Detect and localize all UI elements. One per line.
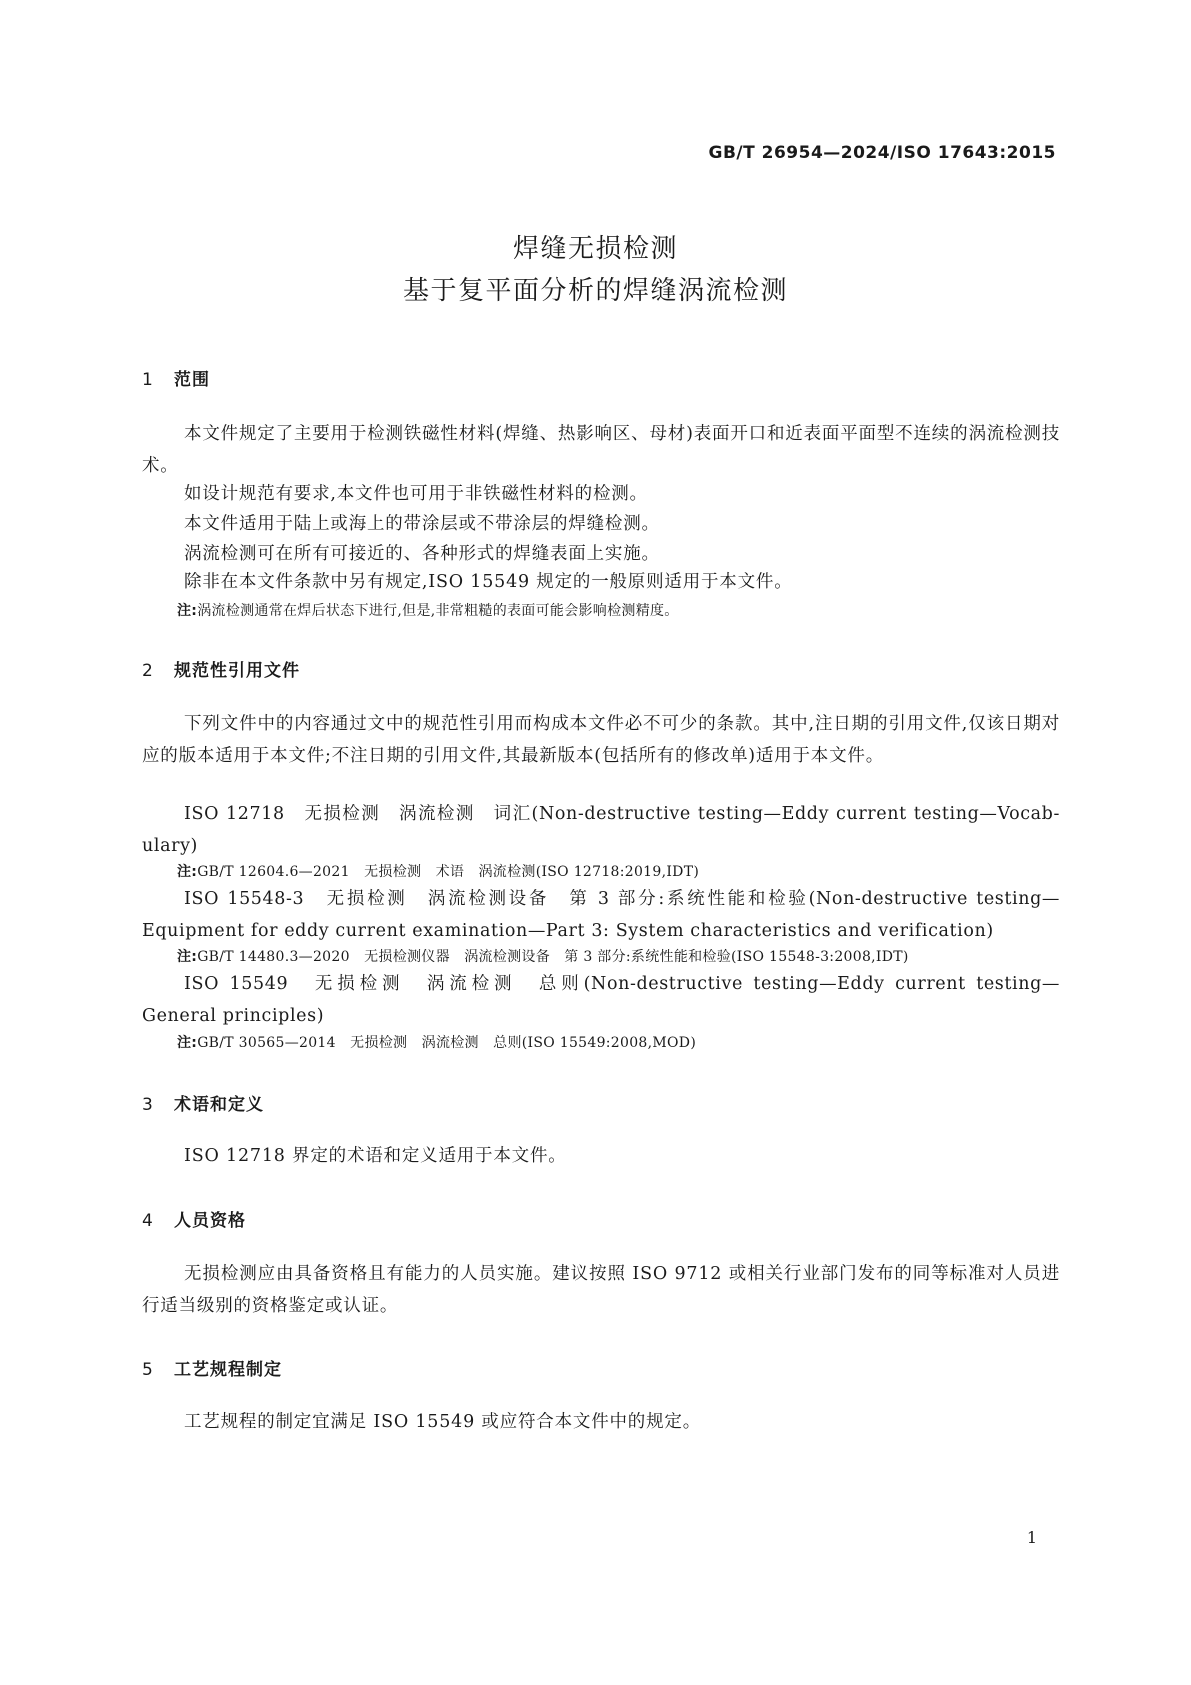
reference-line: Equipment for eddy current examination—Part 3: System characteristics and verification) [142,921,994,941]
section-4-heading [142,1206,246,1231]
section-title: 规范性引用文件 [174,661,300,681]
paragraph: 下列文件中的内容通过文中的规范性引用而构成本文件必不可少的条款。其中,注日期的引用文件,仅该日期对应的版本适用于本文件;不注日期的引用文件,其最新版本(包括所有的修改单)适用于本文件。 [142,714,1060,766]
note [177,861,1057,881]
paragraph: 本文件适用于陆上或海上的带涂层或不带涂层的焊缝检测。 [184,514,660,534]
reference-line: General principles) [142,1006,325,1026]
section-title: 术语和定义 [174,1095,264,1115]
note-label: 注: [177,1035,198,1051]
section-5-heading [142,1355,282,1380]
reference-line: ISO 15549 无损检测 涡流检测 总则(Non-destructive testing—Eddy current testing— [184,974,1060,994]
section-title: 工艺规程制定 [174,1360,282,1380]
page-number: 1 [1026,1528,1037,1547]
section-number: 5 [142,1360,154,1380]
note-label: 注: [177,603,198,619]
reference-entry [142,883,1060,947]
section-number: 3 [142,1095,154,1115]
note [177,600,1057,620]
note-text: 涡流检测通常在焊后状态下进行,但是,非常粗糙的表面可能会影响检测精度。 [197,603,679,619]
section-number: 1 [142,370,154,390]
section-2-heading [142,656,300,681]
note-label: 注: [177,949,198,965]
note-text: GB/T 30565—2014 无损检测 涡流检测 总则(ISO 15549:2008,MOD) [197,1035,697,1051]
section-3-heading [142,1090,264,1115]
note-label: 注: [177,864,198,880]
title-line-2: 基于复平面分析的焊缝涡流检测 [402,276,788,306]
section-number: 2 [142,661,154,681]
paragraph: 涡流检测可在所有可接近的、各种形式的焊缝表面上实施。 [184,544,660,564]
paragraph: 工艺规程的制定宜满足 ISO 15549 或应符合本文件中的规定。 [184,1412,702,1432]
note [177,946,1057,966]
title-line-1: 焊缝无损检测 [512,234,678,264]
section-title: 人员资格 [174,1211,246,1231]
note [177,1032,1057,1052]
section-number: 4 [142,1211,154,1231]
reference-line: ulary) [142,836,198,856]
section-1-heading [142,365,210,390]
reference-line: ISO 15548-3 无损检测 涡流检测设备 第 3 部分:系统性能和检验(Non-destructive testing— [184,889,1060,909]
paragraph: 无损检测应由具备资格且有能力的人员实施。建议按照 ISO 9712 或相关行业部门发布的同等标准对人员进行适当级别的资格鉴定或认证。 [142,1264,1060,1316]
reference-entry [142,968,1060,1032]
paragraph: 如设计规范有要求,本文件也可用于非铁磁性材料的检测。 [184,484,648,504]
paragraph: 本文件规定了主要用于检测铁磁性材料(焊缝、热影响区、母材)表面开口和近表面平面型不连续的涡流检测技术。 [142,424,1060,476]
note-text: GB/T 14480.3—2020 无损检测仪器 涡流检测设备 第 3 部分:系统性能和检验(ISO 15548-3:2008,IDT) [197,949,909,965]
reference-entry [142,798,1060,862]
note-text: GB/T 12604.6—2021 无损检测 术语 涡流检测(ISO 12718:2019,IDT) [197,864,700,880]
standard-code: GB/T 26954—2024/ISO 17643:2015 [708,143,1056,163]
paragraph: ISO 12718 界定的术语和定义适用于本文件。 [184,1146,567,1166]
section-title: 范围 [174,370,210,390]
paragraph: 除非在本文件条款中另有规定,ISO 15549 规定的一般原则适用于本文件。 [184,572,793,592]
reference-line: ISO 12718 无损检测 涡流检测 词汇(Non-destructive testing—Eddy current testing—Vocab- [184,804,1060,824]
